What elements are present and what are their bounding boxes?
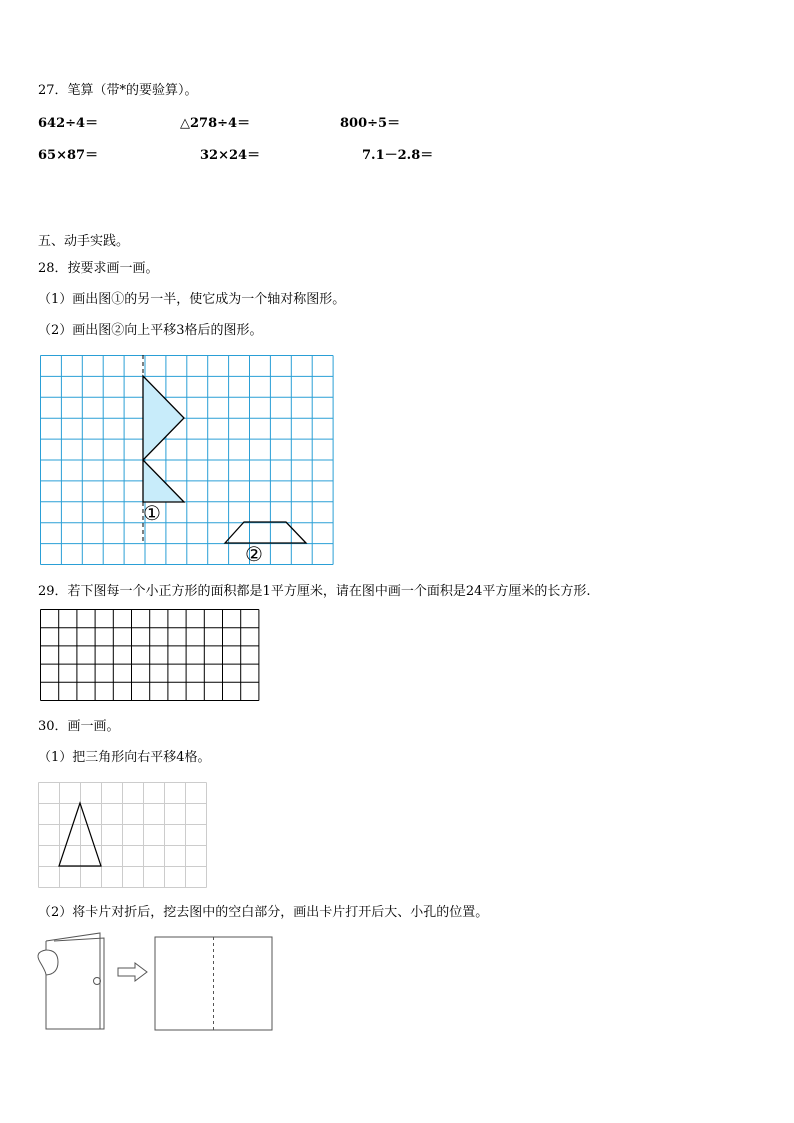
q27-item-5: 32×24＝ [200, 148, 261, 163]
q28-sub2: （2）画出图②向上平移3格后的图形。 [38, 323, 263, 338]
q28-title: 28．按要求画一画。 [38, 261, 159, 276]
q30-sub1: （1）把三角形向右平移4格。 [38, 750, 211, 765]
q29-title: 29．若下图每一个小正方形的面积都是1平方厘米，请在图中画一个面积是24平方厘米的长方形. [38, 584, 591, 599]
q27-item-2: △278÷4＝ [180, 116, 251, 131]
folded-card [38, 933, 104, 1029]
q27-item-3: 800÷5＝ [340, 116, 401, 131]
q27-title: 27．笔算（带*的要验算）。 [38, 83, 198, 98]
section5-title: 五、动手实践。 [38, 234, 130, 249]
q28-sub1: （1）画出图①的另一半，使它成为一个轴对称图形。 [38, 292, 346, 307]
small-hole [94, 978, 101, 985]
q27-item-4: 65×87＝ [38, 148, 99, 163]
shape-2-label: ② [245, 542, 263, 566]
q27-item-1: 642÷4＝ [38, 116, 99, 131]
q30-title: 30．画一画。 [38, 719, 120, 734]
shape-1-label: ① [143, 501, 161, 525]
q30-sub2: （2）将卡片对折后，挖去图中的空白部分，画出卡片打开后大、小孔的位置。 [38, 905, 489, 920]
arrow-right-icon [118, 963, 147, 981]
q27-item-6: 7.1－2.8＝ [362, 148, 434, 163]
